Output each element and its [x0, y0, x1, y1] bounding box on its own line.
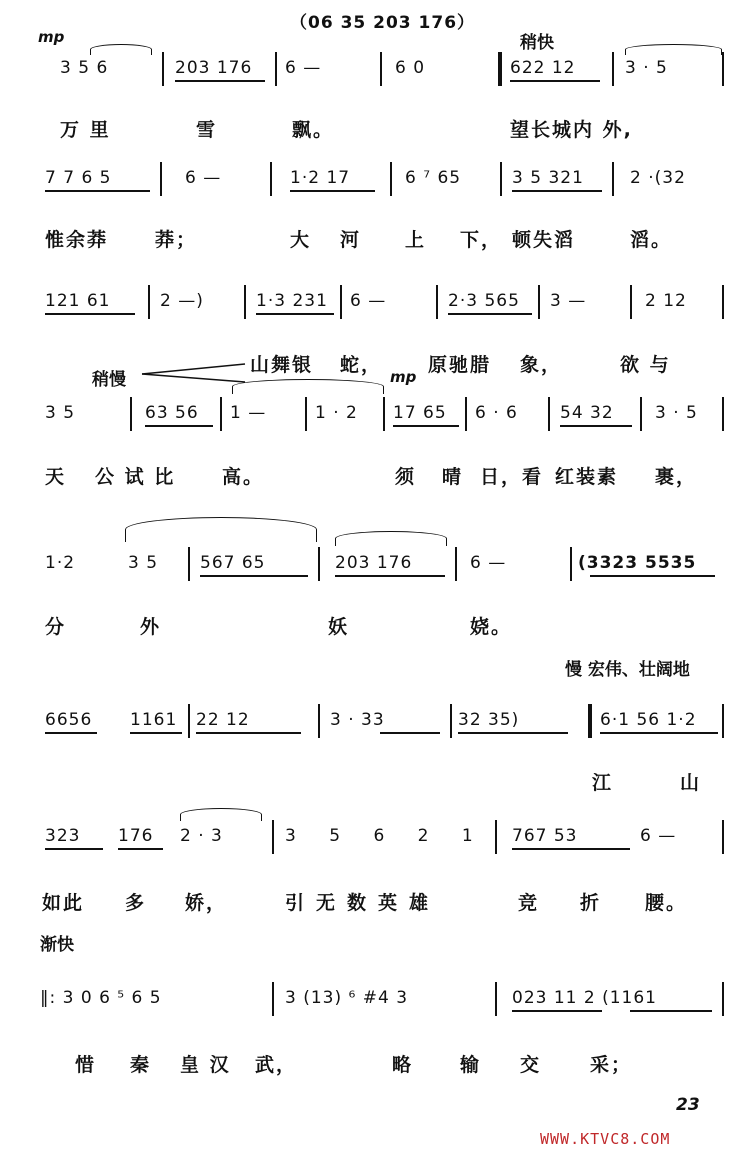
measure: 17 65 — [393, 403, 447, 423]
barline — [318, 704, 320, 738]
measure: 63 56 — [145, 403, 199, 423]
staff-line-5 — [0, 545, 750, 585]
barline — [548, 397, 550, 431]
beam — [393, 425, 459, 427]
lyric: 引无数英雄 — [285, 892, 441, 914]
barline — [722, 704, 724, 738]
dynamic-mp: mp — [38, 28, 65, 46]
lyric: 娆。 — [470, 616, 513, 638]
measure: 3 5 — [128, 553, 159, 573]
beam — [510, 80, 600, 82]
barline — [390, 162, 392, 196]
measure: 1·2 — [45, 553, 76, 573]
lyric: 山舞银 — [250, 354, 314, 376]
lyric: 外 — [140, 616, 162, 638]
lyric: 惟余莽 — [45, 229, 109, 251]
lyric: 万 里 — [60, 119, 111, 141]
lyric: 上 — [405, 229, 427, 251]
lyric: 晴 — [442, 466, 464, 488]
measure: 1·2 17 — [290, 168, 351, 188]
barline — [612, 52, 614, 86]
lyric-line-8 — [0, 1050, 750, 1080]
measure: ‖: 3 0 6 ⁵ 6 5 — [40, 988, 162, 1008]
lyric-line-6 — [0, 768, 750, 798]
measure: 1161 — [130, 710, 178, 730]
barline — [500, 162, 502, 196]
lyric: 武， — [255, 1054, 298, 1076]
slur — [232, 379, 384, 394]
barline — [160, 162, 162, 196]
beam — [200, 575, 308, 577]
measure: 6 — — [470, 553, 507, 573]
measure: 6 · 6 — [475, 403, 518, 423]
barline — [455, 547, 457, 581]
lyric: 红装素 — [555, 466, 619, 488]
barline — [275, 52, 277, 86]
lyric: 大 — [290, 229, 312, 251]
barline — [272, 820, 274, 854]
lyric: 蛇， — [340, 354, 383, 376]
barline — [148, 285, 150, 319]
measure: 6 — — [350, 291, 387, 311]
beam — [600, 732, 718, 734]
staff-line-6 — [0, 702, 750, 742]
beam — [458, 732, 568, 734]
beam — [290, 190, 375, 192]
beam — [175, 80, 265, 82]
barline — [465, 397, 467, 431]
page-number: 23 — [676, 1095, 700, 1115]
beam — [380, 732, 440, 734]
slur — [625, 44, 722, 55]
lyric-line-5 — [0, 612, 750, 642]
staff-line-8 — [0, 980, 750, 1020]
beam — [448, 313, 532, 315]
measure: 203 176 — [175, 58, 253, 78]
measure: 54 32 — [560, 403, 614, 423]
measure: 3 · 33 — [330, 710, 385, 730]
barline — [383, 397, 385, 431]
lyric: 分 — [45, 616, 67, 638]
barline — [162, 52, 164, 86]
measure: 6 0 — [395, 58, 426, 78]
beam — [560, 425, 632, 427]
dynamic-mp: mp — [390, 368, 417, 386]
slur — [125, 517, 317, 542]
lyric: 竞 — [518, 892, 540, 914]
beam — [45, 190, 150, 192]
barline — [318, 547, 320, 581]
lyric: 娇， — [185, 892, 228, 914]
barline — [340, 285, 342, 319]
lyric: 原驰腊 — [428, 354, 492, 376]
staff-line-2 — [0, 160, 750, 200]
lyric: 滔。 — [630, 229, 673, 251]
lyric: 河 — [340, 229, 362, 251]
measure: 22 12 — [196, 710, 250, 730]
measure: 6656 — [45, 710, 93, 730]
lyric: 江 — [592, 772, 614, 794]
beam — [130, 732, 182, 734]
barline — [270, 162, 272, 196]
barline — [436, 285, 438, 319]
tempo-mark: 稍快 — [520, 33, 554, 53]
lyric: 皇 汉 — [180, 1054, 231, 1076]
measure: (3323 5535 — [578, 553, 697, 573]
lyric: 山 — [680, 772, 702, 794]
lyric: 须 — [395, 466, 417, 488]
measure: 3 (13) ⁶ #4 3 — [285, 988, 409, 1008]
lyric: 雪 — [196, 119, 218, 141]
staff-line-3 — [0, 283, 750, 323]
beam — [45, 732, 97, 734]
barline — [722, 285, 724, 319]
barline — [380, 52, 382, 86]
lyric: 腰。 — [645, 892, 688, 914]
beam — [512, 848, 630, 850]
lyric: 下， — [460, 229, 503, 251]
beam — [118, 848, 163, 850]
lyric: 略 — [392, 1054, 414, 1076]
measure: 3 · 5 — [625, 58, 668, 78]
measure: 1·3 231 — [256, 291, 328, 311]
measure: 023 11 2 (1161 — [512, 988, 658, 1008]
intro-phrase: （06 35 203 176） — [290, 13, 476, 33]
slur — [180, 808, 262, 821]
barline — [130, 397, 132, 431]
barline — [612, 162, 614, 196]
lyric: 妖 — [328, 616, 350, 638]
barline — [538, 285, 540, 319]
beam — [256, 313, 334, 315]
measure: 3 5 321 — [512, 168, 584, 188]
barline — [495, 982, 497, 1016]
lyric: 顿失滔 — [512, 229, 576, 251]
measure: 6 ⁷ 65 — [405, 168, 462, 188]
barline — [495, 820, 497, 854]
tempo-mark: 慢 宏伟、壮阔地 — [565, 660, 690, 680]
lyric-line-1 — [0, 115, 750, 145]
barline — [450, 704, 452, 738]
barline — [498, 52, 502, 86]
measure: 3 — — [550, 291, 587, 311]
lyric: 惜 — [75, 1054, 97, 1076]
measure: 6 — — [285, 58, 322, 78]
beam — [196, 732, 301, 734]
measure: 203 176 — [335, 553, 413, 573]
barline — [570, 547, 572, 581]
measure: 6 — — [640, 826, 677, 846]
lyric-line-2 — [0, 225, 750, 255]
measure: 121 61 — [45, 291, 111, 311]
barline — [244, 285, 246, 319]
beam — [590, 575, 715, 577]
lyric: 高。 — [222, 466, 265, 488]
lyric: 输 — [460, 1054, 482, 1076]
beam — [45, 313, 135, 315]
barline — [630, 285, 632, 319]
barline — [305, 397, 307, 431]
lyric: 秦 — [130, 1054, 152, 1076]
measure: 2 12 — [645, 291, 687, 311]
staff-line-4 — [0, 395, 750, 435]
barline — [188, 704, 190, 738]
measure: 1 — — [230, 403, 267, 423]
lyric-line-7 — [0, 888, 750, 918]
lyric: 如此 — [42, 892, 85, 914]
barline — [722, 820, 724, 854]
measure: 6 — — [185, 168, 222, 188]
measure: 767 53 — [512, 826, 578, 846]
barline — [272, 982, 274, 1016]
lyric: 飘。 — [292, 119, 335, 141]
tempo-mark: 稍慢 — [92, 370, 126, 390]
measure: 176 — [118, 826, 154, 846]
staff-line-7 — [0, 818, 750, 858]
lyric-line-4 — [0, 462, 750, 492]
barline — [588, 704, 592, 738]
slur — [335, 531, 447, 546]
lyric: 莽； — [155, 229, 198, 251]
watermark: WWW.KTVC8.COM — [540, 1130, 671, 1148]
lyric: 公 试 比 — [95, 466, 176, 488]
measure: 622 12 — [510, 58, 576, 78]
lyric: 采； — [590, 1054, 633, 1076]
barline — [722, 982, 724, 1016]
lyric: 望长城内 外, — [510, 119, 633, 141]
lyric: 多 — [125, 892, 147, 914]
beam — [45, 848, 103, 850]
lyric: 交 — [520, 1054, 542, 1076]
slur — [90, 44, 152, 55]
measure: 6·1 56 1·2 — [600, 710, 697, 730]
measure: 2·3 565 — [448, 291, 520, 311]
barline — [220, 397, 222, 431]
lyric-line-3 — [0, 350, 750, 380]
beam — [630, 1010, 712, 1012]
measure: 567 65 — [200, 553, 266, 573]
measure: 3 · 5 — [655, 403, 698, 423]
beam — [335, 575, 445, 577]
lyric: 象， — [520, 354, 563, 376]
measure: 3 5 6 2 1 — [285, 826, 487, 846]
lyric: 折 — [580, 892, 602, 914]
crescendo-hairpin — [140, 360, 250, 384]
lyric: 欲 与 — [620, 354, 671, 376]
measure: 2 —) — [160, 291, 204, 311]
measure: 3 5 6 — [60, 58, 109, 78]
lyric: 天 — [45, 466, 67, 488]
measure: 32 35) — [458, 710, 520, 730]
measure: 3 5 — [45, 403, 76, 423]
measure: 7 7 6 5 — [45, 168, 112, 188]
tempo-mark: 渐快 — [40, 935, 74, 955]
measure: 323 — [45, 826, 81, 846]
barline — [722, 52, 724, 86]
measure: 1 · 2 — [315, 403, 358, 423]
measure: 2 · 3 — [180, 826, 223, 846]
measure: 2 ·(32 — [630, 168, 686, 188]
barline — [188, 547, 190, 581]
beam — [145, 425, 213, 427]
beam — [512, 190, 602, 192]
lyric: 裹， — [655, 466, 698, 488]
staff-line-1 — [0, 50, 750, 90]
barline — [640, 397, 642, 431]
lyric: 日，看 — [480, 466, 544, 488]
barline — [722, 397, 724, 431]
beam — [512, 1010, 602, 1012]
